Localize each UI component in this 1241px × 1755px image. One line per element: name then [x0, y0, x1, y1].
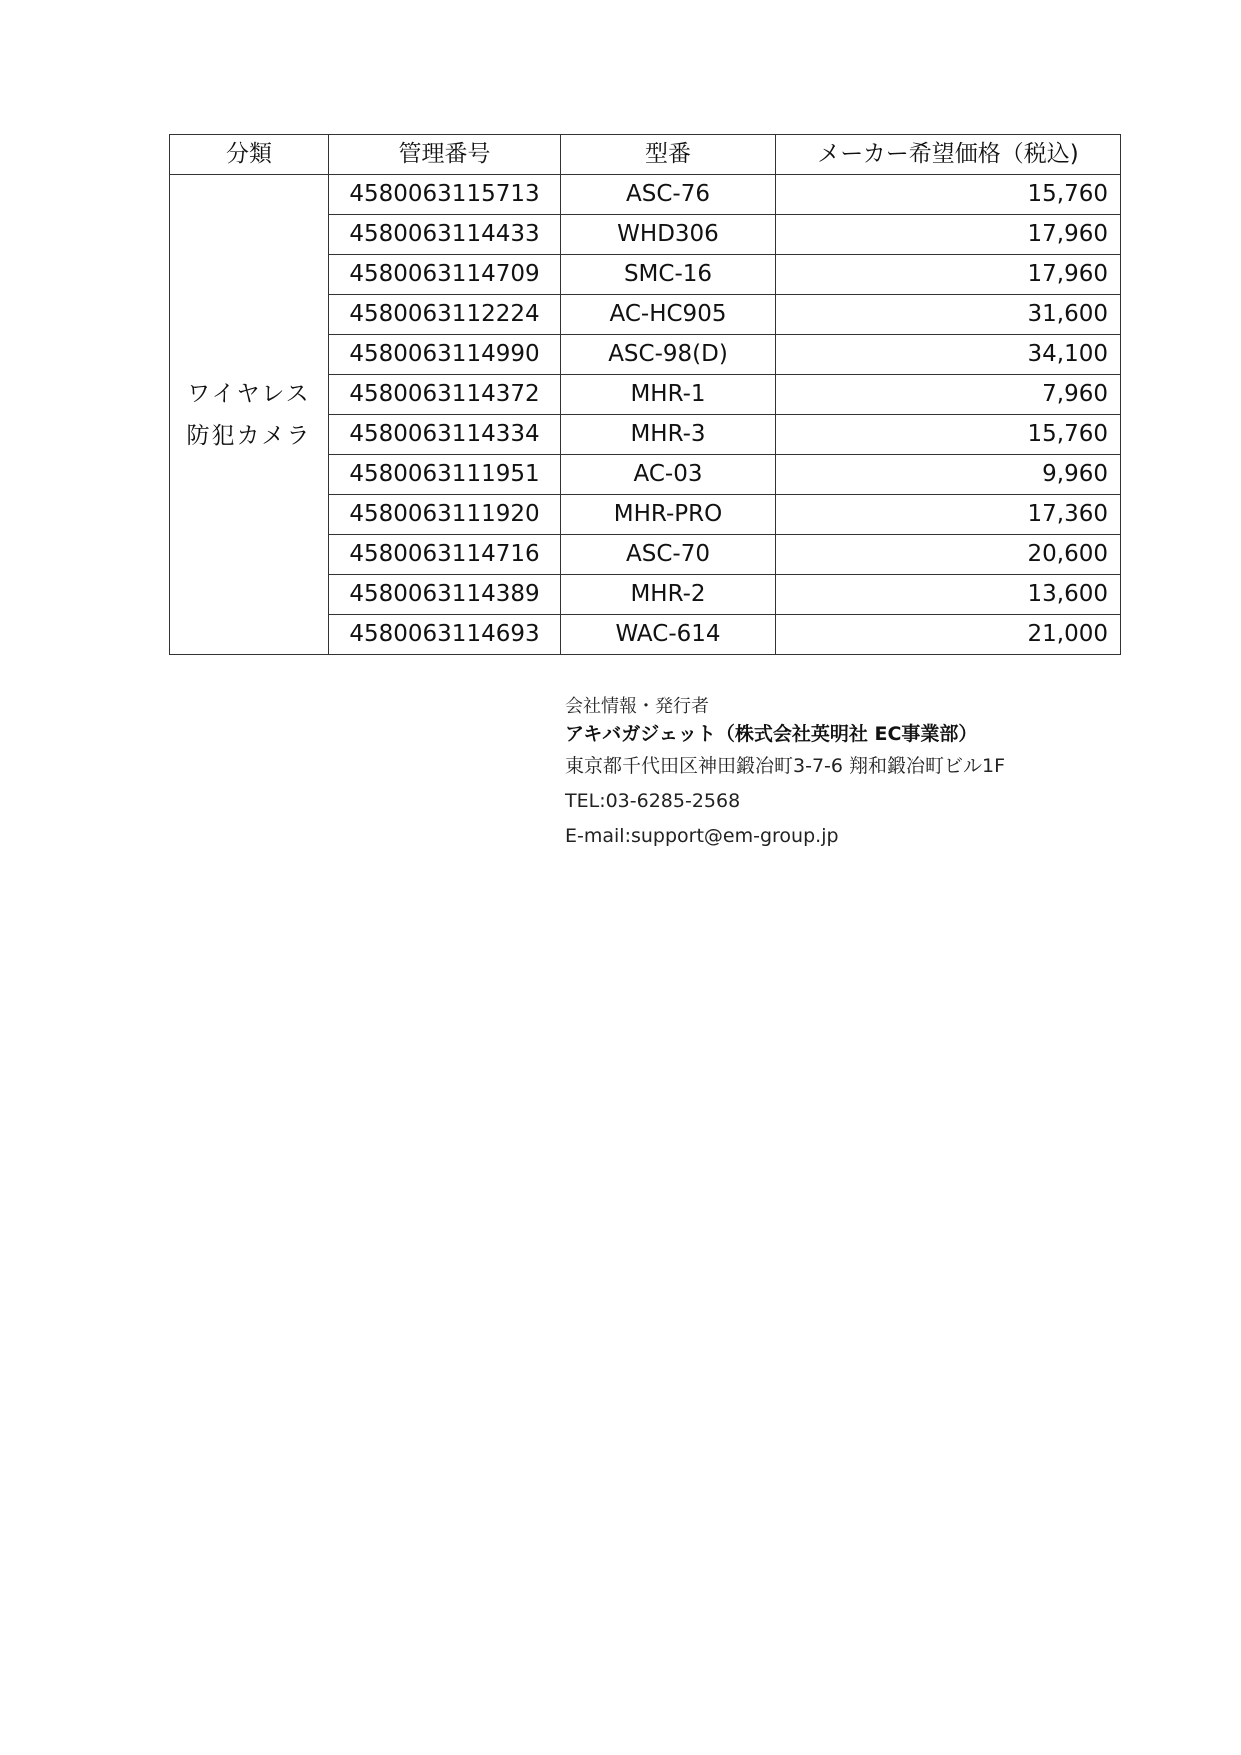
- price-cell: 21,000: [776, 615, 1121, 655]
- model-cell: ASC-98(D): [561, 335, 776, 375]
- price-cell: 31,600: [776, 295, 1121, 335]
- management-no-cell: 4580063111920: [329, 495, 561, 535]
- management-no-cell: 4580063114716: [329, 535, 561, 575]
- management-no-cell: 4580063115713: [329, 175, 561, 215]
- model-cell: MHR-2: [561, 575, 776, 615]
- management-no-cell: 4580063114372: [329, 375, 561, 415]
- header-price: メーカー希望価格（税込): [776, 135, 1121, 175]
- management-no-cell: 4580063114990: [329, 335, 561, 375]
- price-cell: 17,960: [776, 255, 1121, 295]
- price-cell: 9,960: [776, 455, 1121, 495]
- management-no-cell: 4580063111951: [329, 455, 561, 495]
- management-no-cell: 4580063114334: [329, 415, 561, 455]
- header-model: 型番: [561, 135, 776, 175]
- management-no-cell: 4580063114433: [329, 215, 561, 255]
- company-name: アキバガジェット（株式会社英明社 EC事業部）: [565, 723, 978, 745]
- company-email: E-mail:support@em-group.jp: [565, 825, 839, 847]
- company-address: 東京都千代田区神田鍛冶町3-7-6 翔和鍛冶町ビル1F: [565, 755, 1006, 777]
- price-cell: 15,760: [776, 415, 1121, 455]
- model-cell: MHR-3: [561, 415, 776, 455]
- model-cell: WAC-614: [561, 615, 776, 655]
- company-info-block: [565, 695, 1005, 854]
- price-cell: 7,960: [776, 375, 1121, 415]
- price-cell: 15,760: [776, 175, 1121, 215]
- header-management-no: 管理番号: [329, 135, 561, 175]
- model-cell: ASC-70: [561, 535, 776, 575]
- category-cell: [170, 175, 329, 655]
- model-cell: SMC-16: [561, 255, 776, 295]
- model-cell: MHR-PRO: [561, 495, 776, 535]
- management-no-cell: 4580063114693: [329, 615, 561, 655]
- company-tel: TEL:03-6285-2568: [565, 790, 741, 812]
- price-cell: 34,100: [776, 335, 1121, 375]
- price-list-table: [169, 134, 1121, 655]
- model-cell: AC-HC905: [561, 295, 776, 335]
- header-row: [170, 135, 1121, 175]
- category-line: 防犯カメラ: [186, 422, 312, 449]
- price-cell: 17,960: [776, 215, 1121, 255]
- model-cell: ASC-76: [561, 175, 776, 215]
- price-cell: 13,600: [776, 575, 1121, 615]
- header-category: 分類: [170, 135, 329, 175]
- table-row: [170, 175, 1121, 215]
- management-no-cell: 4580063112224: [329, 295, 561, 335]
- management-no-cell: 4580063114389: [329, 575, 561, 615]
- table-body: [170, 175, 1121, 655]
- price-cell: 17,360: [776, 495, 1121, 535]
- model-cell: MHR-1: [561, 375, 776, 415]
- model-cell: AC-03: [561, 455, 776, 495]
- price-cell: 20,600: [776, 535, 1121, 575]
- model-cell: WHD306: [561, 215, 776, 255]
- category-line: ワイヤレス: [187, 380, 311, 407]
- company-info-caption: 会社情報・発行者: [565, 696, 709, 717]
- table-header: [170, 135, 1121, 175]
- management-no-cell: 4580063114709: [329, 255, 561, 295]
